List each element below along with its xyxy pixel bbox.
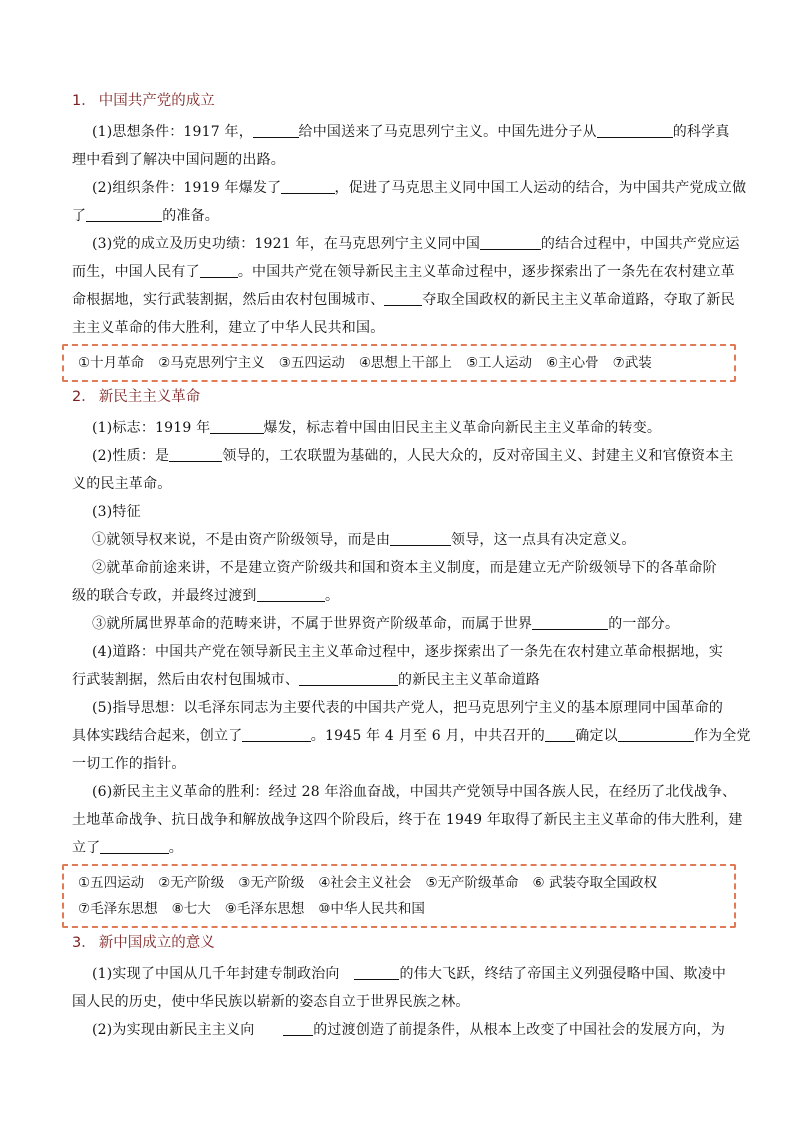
text-segment: 命根据地，实行武装割据，然后由农村包围城市、 [72, 292, 385, 308]
fill-in-blank[interactable] [299, 669, 398, 686]
answer-options-row [78, 896, 720, 922]
paragraph [72, 778, 743, 862]
text-line [72, 230, 740, 258]
answer-options-box [62, 864, 736, 928]
section-title-text: 新中国成立的意义 [98, 935, 215, 951]
section-number: 2． [72, 389, 96, 405]
section-title-text: 中国共产党的成立 [98, 93, 215, 109]
section-number: 3． [72, 935, 96, 951]
paragraph [72, 694, 751, 778]
text-line [72, 638, 726, 666]
text-line [72, 470, 726, 498]
fill-in-blank[interactable] [532, 613, 608, 630]
answer-option: ⑥ 武装夺取全国政权 [532, 875, 657, 891]
text-segment: 理中看到了解决中国问题的出路。 [72, 152, 285, 168]
text-segment: 的过渡创造了前提条件，从根本上改变了中国社会的发展方向，为 [313, 1022, 726, 1038]
answer-option: ①十月革命 [78, 355, 145, 371]
fill-in-blank[interactable] [384, 289, 422, 306]
text-segment: 的准备。 [162, 208, 220, 224]
text-segment: (4)道路：中国共产党在领导新民主主义革命过程中，逐步探索出了一条先在农村建立革命根据地，实 [92, 644, 724, 660]
section-title [72, 90, 726, 112]
answer-option: ⑤无产阶级革命 [425, 875, 519, 891]
text-segment: (3)特征 [92, 504, 141, 520]
text-line [72, 778, 737, 806]
fill-in-blank[interactable] [390, 529, 451, 546]
text-segment: 夺取全国政权的新民主主义革命道路，夺取了新民 [422, 292, 735, 308]
answer-option: ④思想上干部上 [358, 355, 452, 371]
text-line [72, 314, 726, 342]
text-segment: 确定以 [575, 728, 618, 744]
text-line [72, 258, 735, 286]
text-segment: ③就所属世界革命的范畴来讲，不属于世界资产阶级革命，而属于世界 [92, 616, 533, 632]
answer-option: ⑤工人运动 [465, 355, 533, 371]
text-segment: ①就领导权来说，不是由资产阶级领导，而是由 [92, 532, 391, 548]
text-segment: ，促进了马克思主义同中国工人运动的结合，为中国共产党成立做 [334, 180, 747, 196]
text-segment: 国人民的历史，使中华民族以崭新的姿态自立于世界民族之林。 [72, 994, 470, 1010]
text-segment: 立了 [72, 840, 101, 856]
paragraph [72, 118, 730, 174]
text-segment: ②就革命前途来讲，不是建立资产阶级共和国和资本主义制度，而是建立无产阶级领导下的各革命阶 [92, 560, 717, 576]
paragraph [72, 414, 726, 442]
paragraph [72, 554, 726, 610]
fill-in-blank[interactable] [86, 205, 162, 222]
text-segment: 而生，中国人民有了 [72, 264, 200, 280]
text-line [72, 554, 726, 582]
text-segment: 作为全党 [693, 728, 751, 744]
text-segment: 给中国送来了马克思列宁主义。中国先进分子从 [298, 124, 597, 140]
text-line [72, 834, 726, 862]
text-line [72, 202, 726, 230]
answer-option: ⑩中华人民共和国 [318, 901, 425, 917]
text-line [72, 722, 751, 750]
text-segment: 义的民主革命。 [72, 476, 172, 492]
fill-in-blank[interactable] [200, 261, 238, 278]
text-segment: 。中国共产党在领导新民主主义革命过程中，逐步探索出了一条先在农村建立革 [237, 264, 735, 280]
text-segment: 。1945 年 4 月至 6 月，中共召开的 [310, 728, 545, 744]
text-line [72, 442, 734, 470]
text-segment: (3)党的成立及历史功绩：1921 年，在马克思列宁主义同中国 [92, 236, 481, 252]
answer-option: ①五四运动 [78, 875, 145, 891]
document-page [72, 90, 751, 1044]
answer-option: ②马克思列宁主义 [158, 355, 265, 371]
text-line [72, 610, 726, 638]
fill-in-blank[interactable] [283, 1019, 313, 1036]
text-segment: (5)指导思想：以毛泽东同志为主要代表的中国共产党人，把马克思列宁主义的基本原理同中国革命的 [92, 700, 724, 716]
fill-in-blank[interactable] [253, 121, 299, 138]
text-line [72, 988, 726, 1016]
text-line [72, 414, 726, 442]
text-segment: 具体实践结合起来，创立了 [72, 728, 243, 744]
section-title [72, 932, 726, 954]
text-segment: 主主义革命的伟大胜利，建立了中华人民共和国。 [72, 320, 385, 336]
fill-in-blank[interactable] [242, 725, 310, 742]
text-line [72, 806, 743, 834]
answer-options-box [62, 344, 736, 382]
fill-in-blank[interactable] [281, 177, 334, 194]
paragraph [72, 638, 726, 694]
text-segment: (1)标志：1919 年 [92, 420, 211, 436]
paragraph [72, 1016, 726, 1044]
text-segment: 的结合过程中，中国共产党应运 [540, 236, 740, 252]
answer-option: ⑦毛泽东思想 [78, 901, 158, 917]
text-line [72, 750, 726, 778]
text-line [72, 286, 735, 314]
text-line [72, 960, 726, 988]
fill-in-blank[interactable] [210, 417, 263, 434]
text-line [72, 694, 726, 722]
paragraph [72, 526, 726, 554]
answer-options-row [78, 350, 720, 376]
paragraph [72, 610, 726, 638]
text-segment: 领导，这一点具有决定意义。 [451, 532, 636, 548]
section-title [72, 386, 726, 408]
answer-option: ⑨毛泽东思想 [224, 901, 305, 917]
text-segment: 土地革命战争、抗日战争和解放战争这四个阶段后，终于在 1949 年取得了新民主主义革命的伟大胜利，建 [72, 812, 743, 828]
fill-in-blank[interactable] [100, 837, 168, 854]
text-segment: (1)实现了中国从几千年封建专制政治向 [92, 966, 354, 982]
fill-in-blank[interactable] [618, 725, 694, 742]
text-line [72, 582, 726, 610]
answer-option: ④社会主义社会 [318, 875, 412, 891]
text-segment: 了 [72, 208, 87, 224]
fill-in-blank[interactable] [597, 121, 673, 138]
paragraph [72, 960, 726, 1016]
text-segment: 的科学真 [672, 124, 730, 140]
answer-option: ③无产阶级 [238, 875, 305, 891]
text-line [72, 146, 726, 174]
paragraph [72, 174, 747, 230]
text-segment: 的一部分。 [608, 616, 680, 632]
text-segment: 的新民主主义革命道路 [398, 672, 540, 688]
text-segment: 一切工作的指针。 [72, 756, 186, 772]
answer-option: ③五四运动 [278, 355, 345, 371]
answer-option: ⑦武装 [612, 355, 652, 371]
text-segment: (2)组织条件：1919 年爆发了 [92, 180, 282, 196]
text-line [72, 526, 726, 554]
answer-option: ⑧七大 [171, 901, 211, 917]
text-segment: 爆发，标志着中国由旧民主主义革命向新民主主义革命的转变。 [263, 420, 662, 436]
fill-in-blank[interactable] [480, 233, 541, 250]
text-segment: 。 [168, 840, 183, 856]
paragraph [72, 442, 734, 498]
paragraph [72, 498, 726, 526]
text-segment: 领导的，工农联盟为基础的，人民大众的，反对帝国主义、封建主义和官僚资本主 [222, 448, 734, 464]
text-segment: (6)新民主主义革命的胜利：经过 28 年浴血奋战，中国共产党领导中国各族人民，在经历了北伐战争、 [92, 784, 737, 800]
text-segment: 行武装割据，然后由农村包围城市、 [72, 672, 300, 688]
fill-in-blank[interactable] [257, 585, 325, 602]
section-title-text: 新民主主义革命 [98, 389, 201, 405]
fill-in-blank[interactable] [354, 963, 400, 980]
fill-in-blank[interactable] [169, 445, 222, 462]
text-segment: (2)性质：是 [92, 448, 170, 464]
text-segment: (1)思想条件：1917 年， [92, 124, 253, 140]
paragraph [72, 230, 740, 342]
text-segment: 。 [325, 588, 340, 604]
answer-option: ⑥主心骨 [546, 355, 599, 371]
text-line [72, 174, 747, 202]
text-line [72, 498, 726, 526]
text-line [72, 118, 730, 146]
text-segment: 级的联合专政，并最终过渡到 [72, 588, 257, 604]
answer-option: ②无产阶级 [158, 875, 225, 891]
text-segment: 的伟大飞跃，终结了帝国主义列强侵略中国、欺凌中 [399, 966, 727, 982]
fill-in-blank[interactable] [545, 725, 575, 742]
text-segment: (2)为实现由新民主主义向 [92, 1022, 283, 1038]
section-number: 1． [72, 93, 96, 109]
answer-options-row [78, 870, 720, 896]
text-line [72, 1016, 726, 1044]
text-line [72, 666, 726, 694]
